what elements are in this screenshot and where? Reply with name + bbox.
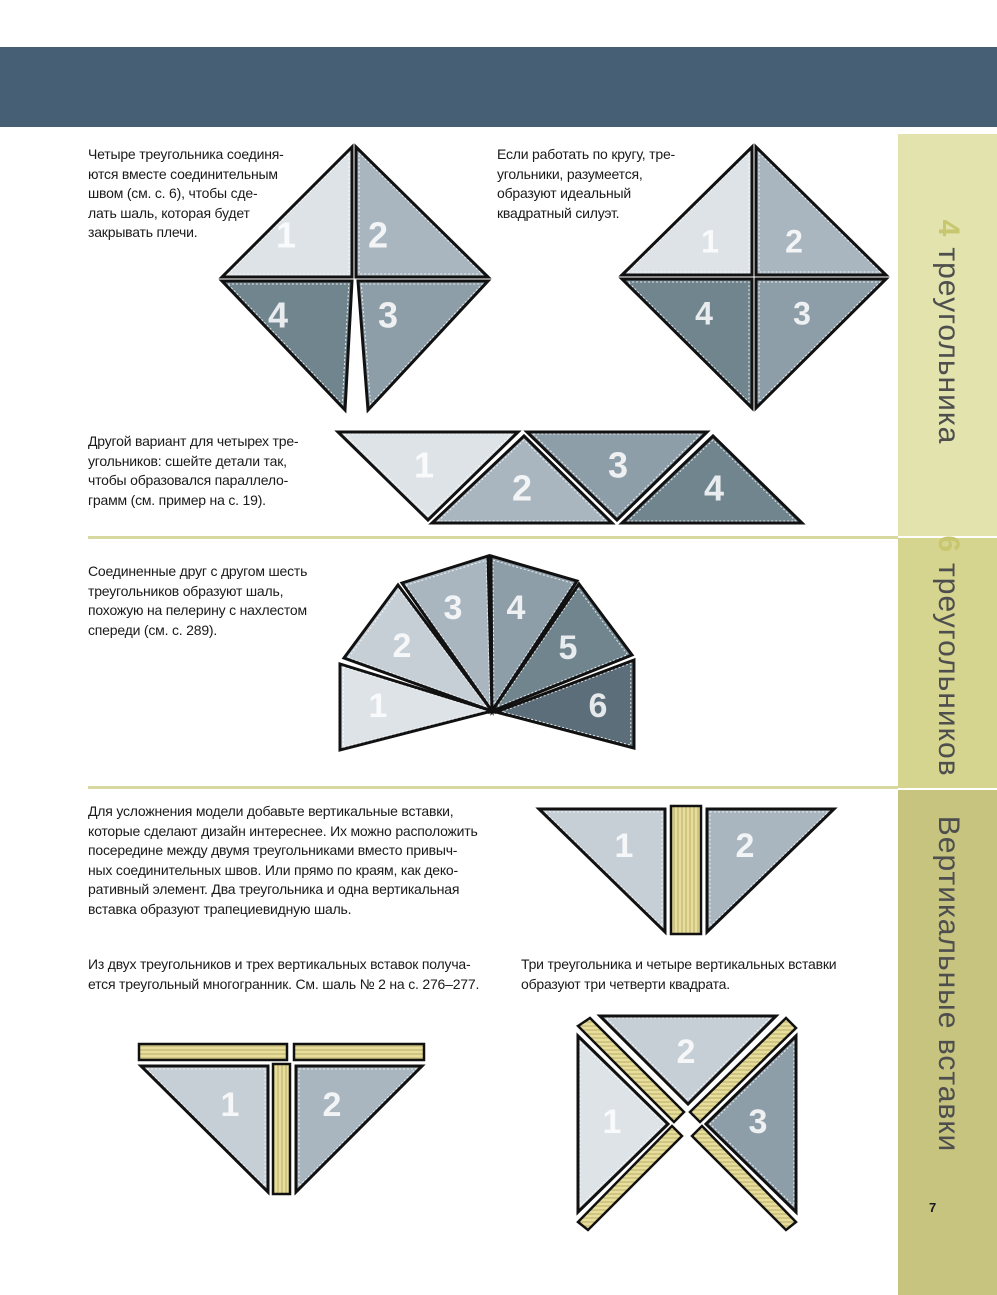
triangle-label-2: 2 (735, 826, 755, 865)
triangle-2 (356, 147, 488, 277)
triangle-1 (539, 809, 665, 932)
triangle-label-1: 1 (602, 1102, 622, 1141)
diagram-trapezoid-shawl (539, 806, 834, 934)
triangle-label-4: 4 (267, 294, 289, 336)
triangle-1 (222, 147, 352, 277)
vertical-insert (671, 806, 701, 934)
triangle-label-4: 4 (695, 295, 713, 332)
triangle-label-6: 6 (588, 686, 608, 725)
triangle-2 (756, 147, 886, 275)
page-number: 7 (929, 1200, 937, 1215)
triangle-4 (622, 279, 752, 408)
diagram-three-quarter-square (578, 1016, 796, 1230)
triangle-2 (707, 809, 834, 932)
triangle-label-1: 1 (701, 223, 719, 260)
triangle-label-3: 3 (748, 1102, 768, 1141)
triangle-label-2: 2 (676, 1032, 696, 1071)
triangle-3 (756, 279, 886, 408)
text-vertical-right: Три треугольника и четыре вертикальных вставки образуют три четверти квадрата. (521, 956, 837, 992)
triangle-label-4: 4 (703, 467, 725, 509)
triangle-label-2: 2 (392, 626, 412, 665)
triangle-label-1: 1 (614, 826, 634, 865)
tab-four-label: 4треугольника (931, 219, 965, 445)
tab-six-label: 6треугольников (931, 535, 965, 777)
text-six: Соединенные друг с другом шесть треугольников образуют шаль, похожую на пелерину с нахлестом спереди (см. с. 289). (88, 563, 308, 638)
triangle-1 (141, 1066, 268, 1192)
diagram-triangle-with-three-inserts (139, 1044, 424, 1194)
text-four-left: Четыре треугольника соединя- ются вместе соединительным швом (см. с. 6), чтобы сде- лать шаль, которая будет закрывать плечи. (88, 146, 284, 240)
triangle-label-2: 2 (367, 214, 389, 256)
triangle-label-2: 2 (322, 1085, 342, 1124)
vertical-insert (273, 1064, 290, 1194)
triangle-label-3: 3 (377, 294, 399, 336)
tab-vertical-label: Вертикальные вставки (931, 815, 965, 1153)
triangle-label-3: 3 (793, 295, 811, 332)
triangle-label-1: 1 (413, 444, 435, 486)
triangle-2 (296, 1066, 422, 1192)
diagram-parallelogram (338, 432, 802, 523)
triangle-1 (622, 147, 752, 275)
triangle-label-1: 1 (220, 1085, 240, 1124)
text-vertical-intro: Для усложнения модели добавьте вертикальные вставки, которые сделают дизайн интереснее. Их можно расположить посередине между двумя треугольниками вместо привыч- ных соединительных швов. Или прямо по краям, как деко- ративный элемент. Два треугольника и одна вертикальная вставка образуют трапециевидную шаль. (88, 803, 478, 917)
diagram-four-triangles-shoulder (222, 147, 488, 410)
text-four-parallelogram: Другой вариант для четырех тре- угольников: сшейте детали так, чтобы образовался параллело- грамм (см. пример на с. 19). (88, 433, 299, 508)
top-insert-right (294, 1044, 424, 1060)
diagram-four-triangles-square (622, 147, 886, 408)
triangle-label-5: 5 (558, 628, 578, 667)
triangle-label-1: 1 (368, 686, 388, 725)
triangle-label-2: 2 (511, 467, 533, 509)
top-insert-left (139, 1044, 287, 1060)
triangle-label-2: 2 (785, 223, 803, 260)
triangle-label-3: 3 (443, 588, 463, 627)
triangle-label-3: 3 (607, 444, 629, 486)
text-four-right: Если работать по кругу, тре- угольники, разумеется, образуют идеальный квадратный силуэт. (497, 146, 675, 221)
triangle-label-4: 4 (506, 588, 526, 627)
triangle-label-1: 1 (275, 214, 297, 256)
diagram-six-triangles-cape (340, 556, 634, 750)
text-vertical-left: Из двух треугольников и трех вертикальных вставок получа- ется треугольный многогранник. См. шаль № 2 на с. 276–277. (88, 956, 480, 992)
